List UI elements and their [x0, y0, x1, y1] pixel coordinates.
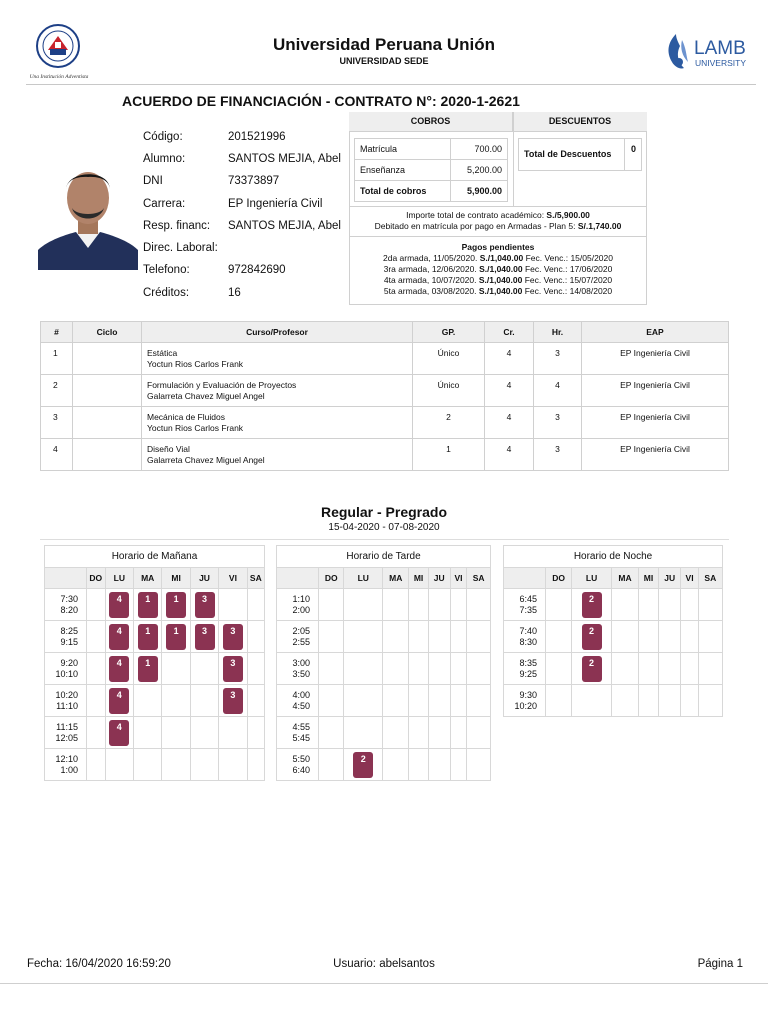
time-slot: 5:50 6:40 [277, 749, 319, 781]
schedule-cell [681, 621, 698, 653]
schedule-cell [162, 621, 190, 653]
schedule-row [504, 621, 723, 653]
schedule-cell [546, 685, 572, 717]
schedule-row [504, 653, 723, 685]
footer-pagina: Página 1 [697, 958, 743, 970]
schedule-cell [219, 653, 247, 685]
schedule-cell [572, 685, 612, 717]
schedule-cell [87, 749, 106, 781]
schedule-row [277, 589, 491, 621]
day-header: MA [383, 568, 409, 589]
schedule-cell [428, 589, 450, 621]
schedule-cell [190, 621, 218, 653]
course-table-header [41, 322, 729, 343]
course-table [40, 321, 729, 471]
schedule-cell [428, 685, 450, 717]
pago-item: 3ra armada, 12/06/2020. S./1,040.00 Fec. Venc.: 17/06/2020 [383, 264, 613, 274]
schedule-cell [639, 589, 659, 621]
schedule-cell [383, 685, 409, 717]
time-slot: 2:05 2:55 [277, 621, 319, 653]
time-col-header [504, 568, 546, 589]
schedule-row [45, 653, 265, 685]
course-chip: 1 [138, 624, 158, 650]
schedule-cell [190, 749, 218, 781]
schedule-cell [428, 621, 450, 653]
cobros-row [355, 160, 508, 181]
schedule-cell [450, 653, 467, 685]
table-row [41, 375, 729, 407]
schedule-cell [572, 589, 612, 621]
info-value: SANTOS MEJIA, Abel [228, 153, 341, 165]
time-col-header [45, 568, 87, 589]
schedule-cell [450, 589, 467, 621]
info-value: 16 [228, 287, 241, 299]
schedule-cell [546, 621, 572, 653]
schedule-cell [162, 749, 190, 781]
time-slot: 4:00 4:50 [277, 685, 319, 717]
schedule-caption: Horario de Noche [504, 546, 723, 568]
importe-amount: S./5,900.00 [546, 210, 590, 220]
day-header: DO [87, 568, 106, 589]
cobros-label: Total de cobros [355, 181, 451, 202]
schedule-cell [698, 589, 722, 621]
schedule-cell [219, 589, 247, 621]
course-name: Estática Yoctun Rios Carlos Frank [142, 343, 413, 375]
course-chip: 3 [195, 624, 215, 650]
cobros-value: 700.00 [450, 139, 507, 160]
schedule-dates: 15-04-2020 - 07-08-2020 [328, 522, 440, 533]
course-chip: 4 [109, 592, 129, 618]
course-name: Mecánica de Fluidos Yoctun Rios Carlos Frank [142, 407, 413, 439]
info-label: Direc. Laboral: [143, 242, 218, 254]
course-chip: 2 [582, 656, 602, 682]
schedule-caption: Horario de Mañana [45, 546, 265, 568]
schedule-cell [105, 717, 133, 749]
schedule-cell [612, 685, 639, 717]
day-header: MA [612, 568, 639, 589]
course-chip: 1 [166, 624, 186, 650]
course-chip: 4 [109, 624, 129, 650]
schedule-row [277, 685, 491, 717]
schedule-cell [344, 653, 383, 685]
schedule-cell [409, 589, 428, 621]
footer-usuario: Usuario: abelsantos [333, 958, 435, 970]
info-value: 972842690 [228, 264, 286, 276]
info-label: Carrera: [143, 198, 186, 210]
schedule-cell [698, 653, 722, 685]
course-chip: 3 [223, 624, 243, 650]
course-hr: 3 [534, 343, 582, 375]
schedule-cell [467, 685, 491, 717]
schedule-cell [344, 621, 383, 653]
time-slot: 10:20 11:10 [45, 685, 87, 717]
schedule-title: Regular - Pregrado [320, 504, 448, 520]
day-header: DO [546, 568, 572, 589]
course-ciclo [73, 407, 142, 439]
info-label: DNI [143, 175, 163, 187]
schedule-cell [105, 621, 133, 653]
debitado-line: Debitado en matrícula por pago en Armadas - Plan 5: [374, 221, 578, 231]
schedule-cell [190, 653, 218, 685]
schedule-row [45, 717, 265, 749]
schedule-cell [247, 717, 264, 749]
descuentos-label: Total de Descuentos [519, 139, 625, 171]
schedule-cell [105, 653, 133, 685]
course-hr: 3 [534, 407, 582, 439]
schedule-cell [319, 653, 344, 685]
time-slot: 9:20 10:10 [45, 653, 87, 685]
info-label: Alumno: [143, 153, 186, 165]
contract-title: ACUERDO DE FINANCIACIÓN - CONTRATO N°: 2020-1-2621 [122, 93, 520, 109]
schedule-cell [134, 589, 162, 621]
cobros-value: 5,900.00 [450, 181, 507, 202]
schedule-cell [450, 749, 467, 781]
col-header: Curso/Profesor [142, 322, 413, 343]
schedule-cell [467, 717, 491, 749]
day-header: VI [219, 568, 247, 589]
table-row [41, 439, 729, 471]
debitado-amount: S/.1,740.00 [577, 221, 622, 231]
pago-item: 4ta armada, 10/07/2020. S./1,040.00 Fec. Venc.: 15/07/2020 [383, 275, 613, 285]
university-title: Universidad Peruana Unión [273, 35, 495, 54]
course-num: 4 [41, 439, 73, 471]
pagos-pendientes [349, 242, 647, 297]
schedule-cell [681, 653, 698, 685]
cobros-table [354, 138, 508, 202]
schedule-morning-table [44, 545, 265, 781]
schedule-afternoon-table [276, 545, 491, 781]
time-slot: 8:25 9:15 [45, 621, 87, 653]
info-value: EP Ingeniería Civil [228, 198, 323, 210]
course-cr: 4 [485, 407, 534, 439]
course-chip: 1 [138, 592, 158, 618]
schedule-cell [162, 717, 190, 749]
student-photo-icon [38, 160, 138, 270]
lamb-sub-text: UNIVERSITY [695, 58, 747, 68]
cobros-total-row [355, 181, 508, 202]
importe-text [349, 210, 647, 232]
schedule-cell [658, 653, 681, 685]
col-header: Cr. [485, 322, 534, 343]
course-eap: EP Ingeniería Civil [582, 439, 729, 471]
box-divider [513, 112, 514, 206]
schedule-cell [612, 653, 639, 685]
page-header [0, 0, 768, 84]
motto-text: Una Institución Adventista [29, 74, 89, 80]
schedule-cell [344, 589, 383, 621]
schedule-cell [344, 717, 383, 749]
schedule-cell [658, 621, 681, 653]
schedule-cell [134, 685, 162, 717]
schedule-cell [450, 685, 467, 717]
schedule-cell [639, 653, 659, 685]
schedule-cell [698, 685, 722, 717]
course-ciclo [73, 375, 142, 407]
schedule-cell [546, 589, 572, 621]
course-num: 3 [41, 407, 73, 439]
box-divider [349, 236, 647, 237]
schedule-cell [681, 589, 698, 621]
day-header: SA [698, 568, 722, 589]
time-slot: 1:10 2:00 [277, 589, 319, 621]
pago-item: 2da armada, 11/05/2020. S./1,040.00 Fec. Venc.: 15/05/2020 [382, 253, 613, 263]
schedule-cell [162, 653, 190, 685]
schedule-cell [162, 589, 190, 621]
course-ciclo [73, 343, 142, 375]
course-gp: 2 [413, 407, 485, 439]
course-eap: EP Ingeniería Civil [582, 343, 729, 375]
schedule-cell [247, 621, 264, 653]
day-header: MA [134, 568, 162, 589]
info-label: Telefono: [143, 264, 190, 276]
schedule-cell [467, 653, 491, 685]
course-chip: 4 [109, 720, 129, 746]
footer-divider [0, 983, 768, 984]
schedule-cell [383, 621, 409, 653]
info-value: 73373897 [228, 175, 280, 187]
info-value: SANTOS MEJIA, Abel [228, 220, 341, 232]
footer-fecha: Fecha: 16/04/2020 16:59:20 [27, 958, 171, 970]
info-label: Resp. financ: [143, 220, 211, 232]
schedule-cell [162, 685, 190, 717]
course-chip: 3 [195, 592, 215, 618]
cobros-label: Enseñanza [355, 160, 451, 181]
day-header: JU [428, 568, 450, 589]
schedule-cell [639, 621, 659, 653]
course-ciclo [73, 439, 142, 471]
course-hr: 4 [534, 375, 582, 407]
time-slot: 9:30 10:20 [504, 685, 546, 717]
course-name: Formulación y Evaluación de Proyectos Galarreta Chavez Miguel Angel [142, 375, 413, 407]
time-slot: 3:00 3:50 [277, 653, 319, 685]
schedule-cell [190, 589, 218, 621]
schedule-row [277, 653, 491, 685]
schedule-cell [190, 717, 218, 749]
schedule-cell [190, 685, 218, 717]
course-num: 1 [41, 343, 73, 375]
col-header: GP. [413, 322, 485, 343]
schedule-cell [639, 685, 659, 717]
schedule-cell [319, 589, 344, 621]
course-gp: Único [413, 343, 485, 375]
day-header: MI [162, 568, 190, 589]
schedule-cell [344, 685, 383, 717]
day-header: MI [409, 568, 428, 589]
importe-line1: Importe total de contrato académico: [406, 210, 547, 220]
schedule-cell [219, 749, 247, 781]
schedule-cell [105, 589, 133, 621]
schedule-divider [40, 539, 729, 540]
schedule-cell [247, 589, 264, 621]
course-hr: 3 [534, 439, 582, 471]
schedule-cell [134, 621, 162, 653]
schedule-cell [247, 685, 264, 717]
schedule-row [277, 749, 491, 781]
schedule-cell [658, 685, 681, 717]
time-slot: 11:15 12:05 [45, 717, 87, 749]
descuentos-header: DESCUENTOS [513, 112, 647, 132]
info-label: Créditos: [143, 287, 190, 299]
day-header: VI [681, 568, 698, 589]
time-slot: 6:45 7:35 [504, 589, 546, 621]
schedule-row [45, 749, 265, 781]
time-slot: 8:35 9:25 [504, 653, 546, 685]
schedule-cell [450, 717, 467, 749]
schedule-cell [572, 653, 612, 685]
schedule-row [45, 589, 265, 621]
table-row [41, 343, 729, 375]
course-chip: 1 [138, 656, 158, 682]
schedule-cell [467, 621, 491, 653]
box-divider [349, 206, 647, 207]
cobros-label: Matrícula [355, 139, 451, 160]
day-header: VI [450, 568, 467, 589]
schedule-cell [428, 717, 450, 749]
col-header: Hr. [534, 322, 582, 343]
time-slot: 12:10 1:00 [45, 749, 87, 781]
cobros-header: COBROS [349, 112, 513, 132]
course-cr: 4 [485, 439, 534, 471]
course-chip: 3 [223, 688, 243, 714]
course-chip: 1 [166, 592, 186, 618]
schedule-cell [383, 717, 409, 749]
schedule-row [277, 621, 491, 653]
course-eap: EP Ingeniería Civil [582, 375, 729, 407]
info-value: 201521996 [228, 131, 286, 143]
schedule-cell [612, 589, 639, 621]
schedule-cell [383, 653, 409, 685]
schedule-cell [87, 621, 106, 653]
schedule-cell [383, 749, 409, 781]
schedule-cell [319, 685, 344, 717]
cobros-value: 5,200.00 [450, 160, 507, 181]
course-chip: 3 [223, 656, 243, 682]
schedule-row [504, 685, 723, 717]
schedule-cell [219, 717, 247, 749]
course-chip: 2 [582, 592, 602, 618]
col-header: Ciclo [73, 322, 142, 343]
schedule-cell [428, 749, 450, 781]
course-chip: 2 [582, 624, 602, 650]
cobros-row [355, 139, 508, 160]
schedule-row [45, 685, 265, 717]
schedule-cell [219, 621, 247, 653]
schedule-cell [87, 685, 106, 717]
time-slot: 4:55 5:45 [277, 717, 319, 749]
schedule-cell [247, 653, 264, 685]
schedule-row [277, 717, 491, 749]
schedule-cell [546, 653, 572, 685]
schedule-cell [409, 653, 428, 685]
day-header: LU [344, 568, 383, 589]
schedule-row [45, 621, 265, 653]
schedule-cell [319, 621, 344, 653]
table-row [41, 407, 729, 439]
day-header: LU [105, 568, 133, 589]
course-chip: 2 [353, 752, 373, 778]
course-eap: EP Ingeniería Civil [582, 407, 729, 439]
day-header: SA [247, 568, 264, 589]
day-header: JU [658, 568, 681, 589]
course-name: Diseño Vial Galarreta Chavez Miguel Angel [142, 439, 413, 471]
schedule-caption: Horario de Tarde [277, 546, 491, 568]
day-header: SA [467, 568, 491, 589]
schedule-cell [612, 621, 639, 653]
lamb-flame-logo-icon [662, 30, 756, 72]
schedule-cell [87, 717, 106, 749]
schedule-cell [247, 749, 264, 781]
day-header: JU [190, 568, 218, 589]
schedule-night-table [503, 545, 723, 717]
schedule-row [504, 589, 723, 621]
schedule-cell [681, 685, 698, 717]
schedule-cell [450, 621, 467, 653]
course-cr: 4 [485, 375, 534, 407]
schedule-cell [698, 621, 722, 653]
course-cr: 4 [485, 343, 534, 375]
schedule-cell [319, 717, 344, 749]
info-label: Código: [143, 131, 183, 143]
schedule-cell [344, 749, 383, 781]
time-slot: 7:40 8:30 [504, 621, 546, 653]
schedule-cell [572, 621, 612, 653]
schedule-cell [467, 749, 491, 781]
header-divider [26, 84, 756, 85]
schedule-cell [134, 717, 162, 749]
col-header: EAP [582, 322, 729, 343]
lamb-main-text: LAMB [694, 38, 746, 59]
schedule-cell [428, 653, 450, 685]
time-col-header [277, 568, 319, 589]
schedule-cell [319, 749, 344, 781]
course-num: 2 [41, 375, 73, 407]
col-header: # [41, 322, 73, 343]
schedule-cell [134, 653, 162, 685]
course-chip: 4 [109, 656, 129, 682]
schedule-cell [383, 589, 409, 621]
schedule-cell [87, 653, 106, 685]
course-gp: Único [413, 375, 485, 407]
schedule-cell [409, 621, 428, 653]
course-chip: 4 [109, 688, 129, 714]
schedule-cell [658, 589, 681, 621]
schedule-cell [134, 749, 162, 781]
time-slot: 7:30 8:20 [45, 589, 87, 621]
schedule-cell [87, 589, 106, 621]
course-gp: 1 [413, 439, 485, 471]
schedule-cell [409, 749, 428, 781]
pago-item: 5ta armada, 03/08/2020. S./1,040.00 Fec. Venc.: 14/08/2020 [383, 286, 613, 296]
day-header: DO [319, 568, 344, 589]
schedule-cell [105, 749, 133, 781]
day-header: LU [572, 568, 612, 589]
day-header: MI [639, 568, 659, 589]
university-subtitle: UNIVERSIDAD SEDE [339, 56, 429, 66]
descuentos-table [518, 138, 642, 171]
schedule-cell [467, 589, 491, 621]
schedule-cell [219, 685, 247, 717]
descuentos-value: 0 [624, 139, 641, 171]
schedule-cell [409, 717, 428, 749]
schedule-cell [409, 685, 428, 717]
schedule-cell [105, 685, 133, 717]
pagos-title: Pagos pendientes [461, 242, 535, 252]
